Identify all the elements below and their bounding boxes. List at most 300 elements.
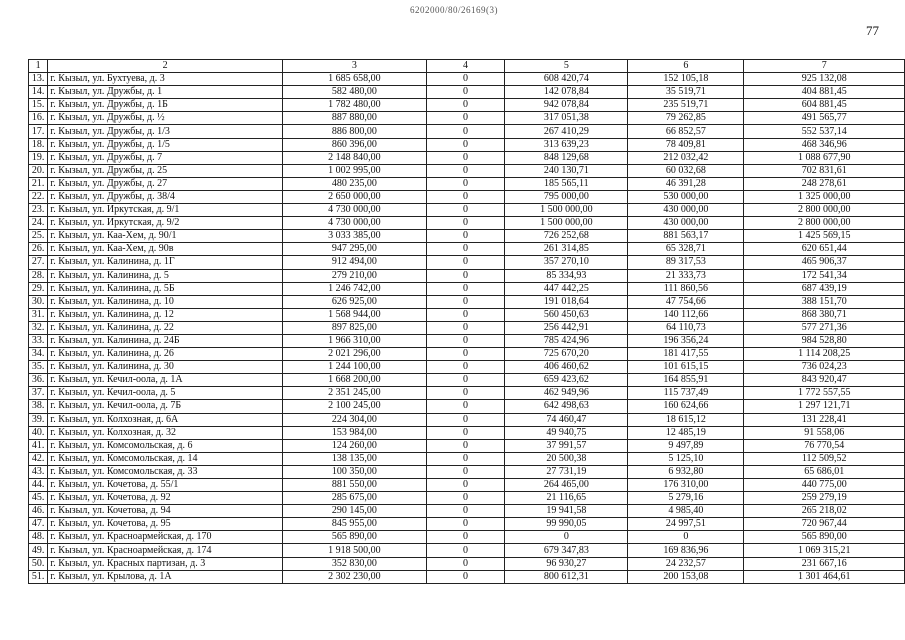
value-cell: 79 262,85 xyxy=(628,112,744,125)
value-cell: 0 xyxy=(426,439,505,452)
row-number: 30. xyxy=(29,295,48,308)
amount-cell: 224 304,00 xyxy=(283,413,427,426)
value-cell: 0 xyxy=(426,243,505,256)
address-cell: г. Кызыл, ул. Дружбы, д. 1/5 xyxy=(48,138,283,151)
amount-cell: 290 145,00 xyxy=(283,505,427,518)
total-cell: 172 541,34 xyxy=(744,269,905,282)
total-cell: 687 439,19 xyxy=(744,282,905,295)
value-cell: 0 xyxy=(426,230,505,243)
total-cell: 620 651,44 xyxy=(744,243,905,256)
row-number: 48. xyxy=(29,531,48,544)
total-cell: 843 920,47 xyxy=(744,374,905,387)
address-cell: г. Кызыл, ул. Дружбы, д. 38/4 xyxy=(48,190,283,203)
amount-cell: 947 295,00 xyxy=(283,243,427,256)
page-number: 77 xyxy=(866,23,879,38)
value-cell: 530 000,00 xyxy=(628,190,744,203)
row-number: 21. xyxy=(29,177,48,190)
address-cell: г. Кызыл, ул. Калинина, д. 30 xyxy=(48,361,283,374)
value-cell: 200 153,08 xyxy=(628,570,744,583)
address-cell: г. Кызыл, ул. Колхозная, д. 6А xyxy=(48,413,283,426)
value-cell: 0 xyxy=(426,256,505,269)
address-cell: г. Кызыл, ул. Красноармейская, д. 174 xyxy=(48,544,283,557)
address-cell: г. Кызыл, ул. Калинина, д. 5 xyxy=(48,269,283,282)
value-cell: 0 xyxy=(426,531,505,544)
value-cell: 406 460,62 xyxy=(505,361,628,374)
value-cell: 261 314,85 xyxy=(505,243,628,256)
column-header: 7 xyxy=(744,60,905,73)
total-cell: 925 132,08 xyxy=(744,73,905,86)
amount-cell: 845 955,00 xyxy=(283,518,427,531)
table-row xyxy=(29,544,905,557)
total-cell: 604 881,45 xyxy=(744,99,905,112)
amount-cell: 1 568 944,00 xyxy=(283,308,427,321)
amount-cell: 2 148 840,00 xyxy=(283,151,427,164)
total-cell: 1 325 000,00 xyxy=(744,190,905,203)
value-cell: 0 xyxy=(426,282,505,295)
value-cell: 0 xyxy=(426,125,505,138)
amount-cell: 279 210,00 xyxy=(283,269,427,282)
value-cell: 74 460,47 xyxy=(505,413,628,426)
total-cell: 1 772 557,55 xyxy=(744,387,905,400)
table-row xyxy=(29,138,905,151)
value-cell: 5 279,16 xyxy=(628,492,744,505)
value-cell: 0 xyxy=(426,295,505,308)
address-cell: г. Кызыл, ул. Бухтуева, д. 3 xyxy=(48,73,283,86)
amount-cell: 2 100 245,00 xyxy=(283,400,427,413)
value-cell: 608 420,74 xyxy=(505,73,628,86)
value-cell: 24 232,57 xyxy=(628,557,744,570)
amount-cell: 912 494,00 xyxy=(283,256,427,269)
value-cell: 0 xyxy=(426,269,505,282)
table-row xyxy=(29,505,905,518)
row-number: 19. xyxy=(29,151,48,164)
value-cell: 357 270,10 xyxy=(505,256,628,269)
value-cell: 19 941,58 xyxy=(505,505,628,518)
table-row xyxy=(29,413,905,426)
row-number: 49. xyxy=(29,544,48,557)
row-number: 26. xyxy=(29,243,48,256)
amount-cell: 2 351 245,00 xyxy=(283,387,427,400)
table-row xyxy=(29,151,905,164)
value-cell: 642 498,63 xyxy=(505,400,628,413)
total-cell: 1 088 677,90 xyxy=(744,151,905,164)
value-cell: 317 051,38 xyxy=(505,112,628,125)
value-cell: 0 xyxy=(426,387,505,400)
amount-cell: 1 246 742,00 xyxy=(283,282,427,295)
row-number: 27. xyxy=(29,256,48,269)
value-cell: 240 130,71 xyxy=(505,164,628,177)
row-number: 33. xyxy=(29,334,48,347)
value-cell: 4 985,40 xyxy=(628,505,744,518)
data-table xyxy=(28,59,905,584)
value-cell: 0 xyxy=(426,400,505,413)
value-cell: 6 932,80 xyxy=(628,465,744,478)
row-number: 13. xyxy=(29,73,48,86)
amount-cell: 1 782 480,00 xyxy=(283,99,427,112)
amount-cell: 2 302 230,00 xyxy=(283,570,427,583)
total-cell: 468 346,96 xyxy=(744,138,905,151)
value-cell: 185 565,11 xyxy=(505,177,628,190)
row-number: 34. xyxy=(29,348,48,361)
total-cell: 702 831,61 xyxy=(744,164,905,177)
value-cell: 21 333,73 xyxy=(628,269,744,282)
value-cell: 152 105,18 xyxy=(628,73,744,86)
total-cell: 131 228,41 xyxy=(744,413,905,426)
address-cell: г. Кызыл, ул. Калинина, д. 5Б xyxy=(48,282,283,295)
table-row xyxy=(29,492,905,505)
total-cell: 388 151,70 xyxy=(744,295,905,308)
row-number: 37. xyxy=(29,387,48,400)
value-cell: 24 997,51 xyxy=(628,518,744,531)
value-cell: 64 110,73 xyxy=(628,321,744,334)
value-cell: 27 731,19 xyxy=(505,465,628,478)
value-cell: 256 442,91 xyxy=(505,321,628,334)
address-cell: г. Кызыл, ул. Калинина, д. 1Г xyxy=(48,256,283,269)
value-cell: 140 112,66 xyxy=(628,308,744,321)
value-cell: 1 500 000,00 xyxy=(505,204,628,217)
value-cell: 264 465,00 xyxy=(505,479,628,492)
value-cell: 176 310,00 xyxy=(628,479,744,492)
total-cell: 1 425 569,15 xyxy=(744,230,905,243)
value-cell: 0 xyxy=(426,73,505,86)
row-number: 36. xyxy=(29,374,48,387)
value-cell: 0 xyxy=(426,465,505,478)
value-cell: 142 078,84 xyxy=(505,86,628,99)
row-number: 20. xyxy=(29,164,48,177)
value-cell: 0 xyxy=(426,518,505,531)
row-number: 50. xyxy=(29,557,48,570)
value-cell: 5 125,10 xyxy=(628,452,744,465)
amount-cell: 582 480,00 xyxy=(283,86,427,99)
total-cell: 577 271,36 xyxy=(744,321,905,334)
value-cell: 89 317,53 xyxy=(628,256,744,269)
value-cell: 37 991,57 xyxy=(505,439,628,452)
value-cell: 430 000,00 xyxy=(628,217,744,230)
table-row xyxy=(29,164,905,177)
address-cell: г. Кызыл, ул. Красных партизан, д. 3 xyxy=(48,557,283,570)
value-cell: 0 xyxy=(426,413,505,426)
value-cell: 46 391,28 xyxy=(628,177,744,190)
value-cell: 0 xyxy=(426,426,505,439)
value-cell: 115 737,49 xyxy=(628,387,744,400)
table-row xyxy=(29,439,905,452)
value-cell: 9 497,89 xyxy=(628,439,744,452)
value-cell: 0 xyxy=(426,177,505,190)
total-cell: 112 509,52 xyxy=(744,452,905,465)
address-cell: г. Кызыл, ул. Кочетова, д. 95 xyxy=(48,518,283,531)
row-number: 45. xyxy=(29,492,48,505)
row-number: 22. xyxy=(29,190,48,203)
value-cell: 785 424,96 xyxy=(505,334,628,347)
value-cell: 0 xyxy=(426,479,505,492)
value-cell: 0 xyxy=(426,321,505,334)
total-cell: 231 667,16 xyxy=(744,557,905,570)
row-number: 44. xyxy=(29,479,48,492)
address-cell: г. Кызыл, ул. Каа-Хем, д. 90/1 xyxy=(48,230,283,243)
value-cell: 164 855,91 xyxy=(628,374,744,387)
address-cell: г. Кызыл, ул. Дружбы, д. 1/3 xyxy=(48,125,283,138)
amount-cell: 881 550,00 xyxy=(283,479,427,492)
table-row xyxy=(29,256,905,269)
total-cell: 736 024,23 xyxy=(744,361,905,374)
row-number: 40. xyxy=(29,426,48,439)
value-cell: 942 078,84 xyxy=(505,99,628,112)
table-row xyxy=(29,125,905,138)
value-cell: 0 xyxy=(426,361,505,374)
table-row xyxy=(29,374,905,387)
table-row xyxy=(29,230,905,243)
row-number: 23. xyxy=(29,204,48,217)
amount-cell: 4 730 000,00 xyxy=(283,217,427,230)
table-row xyxy=(29,557,905,570)
value-cell: 659 423,62 xyxy=(505,374,628,387)
address-cell: г. Кызыл, ул. Комсомольская, д. 6 xyxy=(48,439,283,452)
value-cell: 430 000,00 xyxy=(628,204,744,217)
value-cell: 462 949,96 xyxy=(505,387,628,400)
table-row xyxy=(29,400,905,413)
value-cell: 725 670,20 xyxy=(505,348,628,361)
row-number: 31. xyxy=(29,308,48,321)
amount-cell: 1 966 310,00 xyxy=(283,334,427,347)
address-cell: г. Кызыл, ул. Калинина, д. 26 xyxy=(48,348,283,361)
total-cell: 2 800 000,00 xyxy=(744,204,905,217)
value-cell: 795 000,00 xyxy=(505,190,628,203)
address-cell: г. Кызыл, ул. Кечил-оола, д. 5 xyxy=(48,387,283,400)
value-cell: 1 500 000,00 xyxy=(505,217,628,230)
value-cell: 196 356,24 xyxy=(628,334,744,347)
table-row xyxy=(29,243,905,256)
address-cell: г. Кызыл, ул. Дружбы, д. 25 xyxy=(48,164,283,177)
address-cell: г. Кызыл, ул. Калинина, д. 12 xyxy=(48,308,283,321)
value-cell: 848 129,68 xyxy=(505,151,628,164)
address-cell: г. Кызыл, ул. Калинина, д. 22 xyxy=(48,321,283,334)
table-row xyxy=(29,217,905,230)
table-row xyxy=(29,73,905,86)
address-cell: г. Кызыл, ул. Иркутская, д. 9/1 xyxy=(48,204,283,217)
value-cell: 47 754,66 xyxy=(628,295,744,308)
value-cell: 0 xyxy=(426,151,505,164)
address-cell: г. Кызыл, ул. Комсомольская, д. 33 xyxy=(48,465,283,478)
address-cell: г. Кызыл, ул. Дружбы, д. ½ xyxy=(48,112,283,125)
amount-cell: 352 830,00 xyxy=(283,557,427,570)
amount-cell: 100 350,00 xyxy=(283,465,427,478)
amount-cell: 2 021 296,00 xyxy=(283,348,427,361)
table-row xyxy=(29,348,905,361)
value-cell: 881 563,17 xyxy=(628,230,744,243)
row-number: 29. xyxy=(29,282,48,295)
value-cell: 111 860,56 xyxy=(628,282,744,295)
header-row xyxy=(29,60,905,73)
address-cell: г. Кызыл, ул. Каа-Хем, д. 90в xyxy=(48,243,283,256)
total-cell: 404 881,45 xyxy=(744,86,905,99)
total-cell: 76 770,54 xyxy=(744,439,905,452)
value-cell: 0 xyxy=(426,492,505,505)
total-cell: 1 301 464,61 xyxy=(744,570,905,583)
amount-cell: 2 650 000,00 xyxy=(283,190,427,203)
total-cell: 259 279,19 xyxy=(744,492,905,505)
value-cell: 181 417,55 xyxy=(628,348,744,361)
value-cell: 0 xyxy=(426,348,505,361)
value-cell: 169 836,96 xyxy=(628,544,744,557)
table-row xyxy=(29,295,905,308)
row-number: 16. xyxy=(29,112,48,125)
total-cell: 1 069 315,21 xyxy=(744,544,905,557)
address-cell: г. Кызыл, ул. Кочетова, д. 55/1 xyxy=(48,479,283,492)
value-cell: 35 519,71 xyxy=(628,86,744,99)
column-header: 2 xyxy=(48,60,283,73)
total-cell: 248 278,61 xyxy=(744,177,905,190)
total-cell: 984 528,80 xyxy=(744,334,905,347)
address-cell: г. Кызыл, ул. Калинина, д. 10 xyxy=(48,295,283,308)
amount-cell: 1 002 995,00 xyxy=(283,164,427,177)
table-row xyxy=(29,321,905,334)
table-row xyxy=(29,426,905,439)
table-row xyxy=(29,282,905,295)
row-number: 28. xyxy=(29,269,48,282)
total-cell: 465 906,37 xyxy=(744,256,905,269)
table-row xyxy=(29,479,905,492)
row-number: 51. xyxy=(29,570,48,583)
value-cell: 0 xyxy=(426,544,505,557)
total-cell: 491 565,77 xyxy=(744,112,905,125)
table-row xyxy=(29,452,905,465)
value-cell: 0 xyxy=(426,334,505,347)
value-cell: 21 116,65 xyxy=(505,492,628,505)
total-cell: 868 380,71 xyxy=(744,308,905,321)
address-cell: г. Кызыл, ул. Колхозная, д. 32 xyxy=(48,426,283,439)
value-cell: 191 018,64 xyxy=(505,295,628,308)
amount-cell: 860 396,00 xyxy=(283,138,427,151)
row-number: 46. xyxy=(29,505,48,518)
row-number: 24. xyxy=(29,217,48,230)
total-cell: 1 297 121,71 xyxy=(744,400,905,413)
value-cell: 49 940,75 xyxy=(505,426,628,439)
row-number: 41. xyxy=(29,439,48,452)
row-number: 17. xyxy=(29,125,48,138)
table-row xyxy=(29,269,905,282)
value-cell: 212 032,42 xyxy=(628,151,744,164)
value-cell: 65 328,71 xyxy=(628,243,744,256)
value-cell: 0 xyxy=(426,505,505,518)
amount-cell: 626 925,00 xyxy=(283,295,427,308)
value-cell: 0 xyxy=(628,531,744,544)
row-number: 42. xyxy=(29,452,48,465)
amount-cell: 1 244 100,00 xyxy=(283,361,427,374)
total-cell: 720 967,44 xyxy=(744,518,905,531)
value-cell: 12 485,19 xyxy=(628,426,744,439)
value-cell: 0 xyxy=(426,308,505,321)
value-cell: 0 xyxy=(426,164,505,177)
address-cell: г. Кызыл, ул. Дружбы, д. 1Б xyxy=(48,99,283,112)
value-cell: 0 xyxy=(505,531,628,544)
value-cell: 0 xyxy=(426,112,505,125)
amount-cell: 1 918 500,00 xyxy=(283,544,427,557)
table-row xyxy=(29,518,905,531)
total-cell: 552 537,14 xyxy=(744,125,905,138)
amount-cell: 565 890,00 xyxy=(283,531,427,544)
table-row xyxy=(29,465,905,478)
table-row xyxy=(29,570,905,583)
row-number: 15. xyxy=(29,99,48,112)
value-cell: 313 639,23 xyxy=(505,138,628,151)
table-row xyxy=(29,190,905,203)
amount-cell: 897 825,00 xyxy=(283,321,427,334)
address-cell: г. Кызыл, ул. Дружбы, д. 7 xyxy=(48,151,283,164)
value-cell: 0 xyxy=(426,452,505,465)
table-row xyxy=(29,177,905,190)
address-cell: г. Кызыл, ул. Калинина, д. 24Б xyxy=(48,334,283,347)
total-cell: 2 800 000,00 xyxy=(744,217,905,230)
amount-cell: 1 685 658,00 xyxy=(283,73,427,86)
value-cell: 96 930,27 xyxy=(505,557,628,570)
amount-cell: 124 260,00 xyxy=(283,439,427,452)
value-cell: 0 xyxy=(426,138,505,151)
value-cell: 235 519,71 xyxy=(628,99,744,112)
column-header: 6 xyxy=(628,60,744,73)
address-cell: г. Кызыл, ул. Кечил-оола, д. 7Б xyxy=(48,400,283,413)
table-row xyxy=(29,99,905,112)
value-cell: 560 450,63 xyxy=(505,308,628,321)
total-cell: 65 686,01 xyxy=(744,465,905,478)
table-row xyxy=(29,387,905,400)
document-code: 6202000/80/26169(3) xyxy=(410,5,498,15)
row-number: 32. xyxy=(29,321,48,334)
total-cell: 91 558,06 xyxy=(744,426,905,439)
address-cell: г. Кызыл, ул. Кочетова, д. 92 xyxy=(48,492,283,505)
address-cell: г. Кызыл, ул. Красноармейская, д. 170 xyxy=(48,531,283,544)
value-cell: 60 032,68 xyxy=(628,164,744,177)
amount-cell: 886 800,00 xyxy=(283,125,427,138)
row-number: 35. xyxy=(29,361,48,374)
value-cell: 0 xyxy=(426,374,505,387)
total-cell: 440 775,00 xyxy=(744,479,905,492)
amount-cell: 1 668 200,00 xyxy=(283,374,427,387)
amount-cell: 153 984,00 xyxy=(283,426,427,439)
amount-cell: 138 135,00 xyxy=(283,452,427,465)
value-cell: 101 615,15 xyxy=(628,361,744,374)
amount-cell: 480 235,00 xyxy=(283,177,427,190)
table-row xyxy=(29,204,905,217)
address-cell: г. Кызыл, ул. Дружбы, д. 1 xyxy=(48,86,283,99)
value-cell: 20 500,38 xyxy=(505,452,628,465)
amount-cell: 285 675,00 xyxy=(283,492,427,505)
value-cell: 679 347,83 xyxy=(505,544,628,557)
address-cell: г. Кызыл, ул. Иркутская, д. 9/2 xyxy=(48,217,283,230)
column-header: 3 xyxy=(283,60,427,73)
value-cell: 800 612,31 xyxy=(505,570,628,583)
address-cell: г. Кызыл, ул. Кочетова, д. 94 xyxy=(48,505,283,518)
amount-cell: 887 880,00 xyxy=(283,112,427,125)
column-header: 1 xyxy=(29,60,48,73)
value-cell: 160 624,66 xyxy=(628,400,744,413)
row-number: 47. xyxy=(29,518,48,531)
value-cell: 66 852,57 xyxy=(628,125,744,138)
row-number: 43. xyxy=(29,465,48,478)
table-row xyxy=(29,86,905,99)
value-cell: 99 990,05 xyxy=(505,518,628,531)
total-cell: 1 114 208,25 xyxy=(744,348,905,361)
value-cell: 78 409,81 xyxy=(628,138,744,151)
address-cell: г. Кызыл, ул. Кечил-оола, д. 1А xyxy=(48,374,283,387)
row-number: 14. xyxy=(29,86,48,99)
value-cell: 0 xyxy=(426,190,505,203)
value-cell: 0 xyxy=(426,204,505,217)
total-cell: 565 890,00 xyxy=(744,531,905,544)
total-cell: 265 218,02 xyxy=(744,505,905,518)
value-cell: 85 334,93 xyxy=(505,269,628,282)
table-row xyxy=(29,361,905,374)
row-number: 25. xyxy=(29,230,48,243)
